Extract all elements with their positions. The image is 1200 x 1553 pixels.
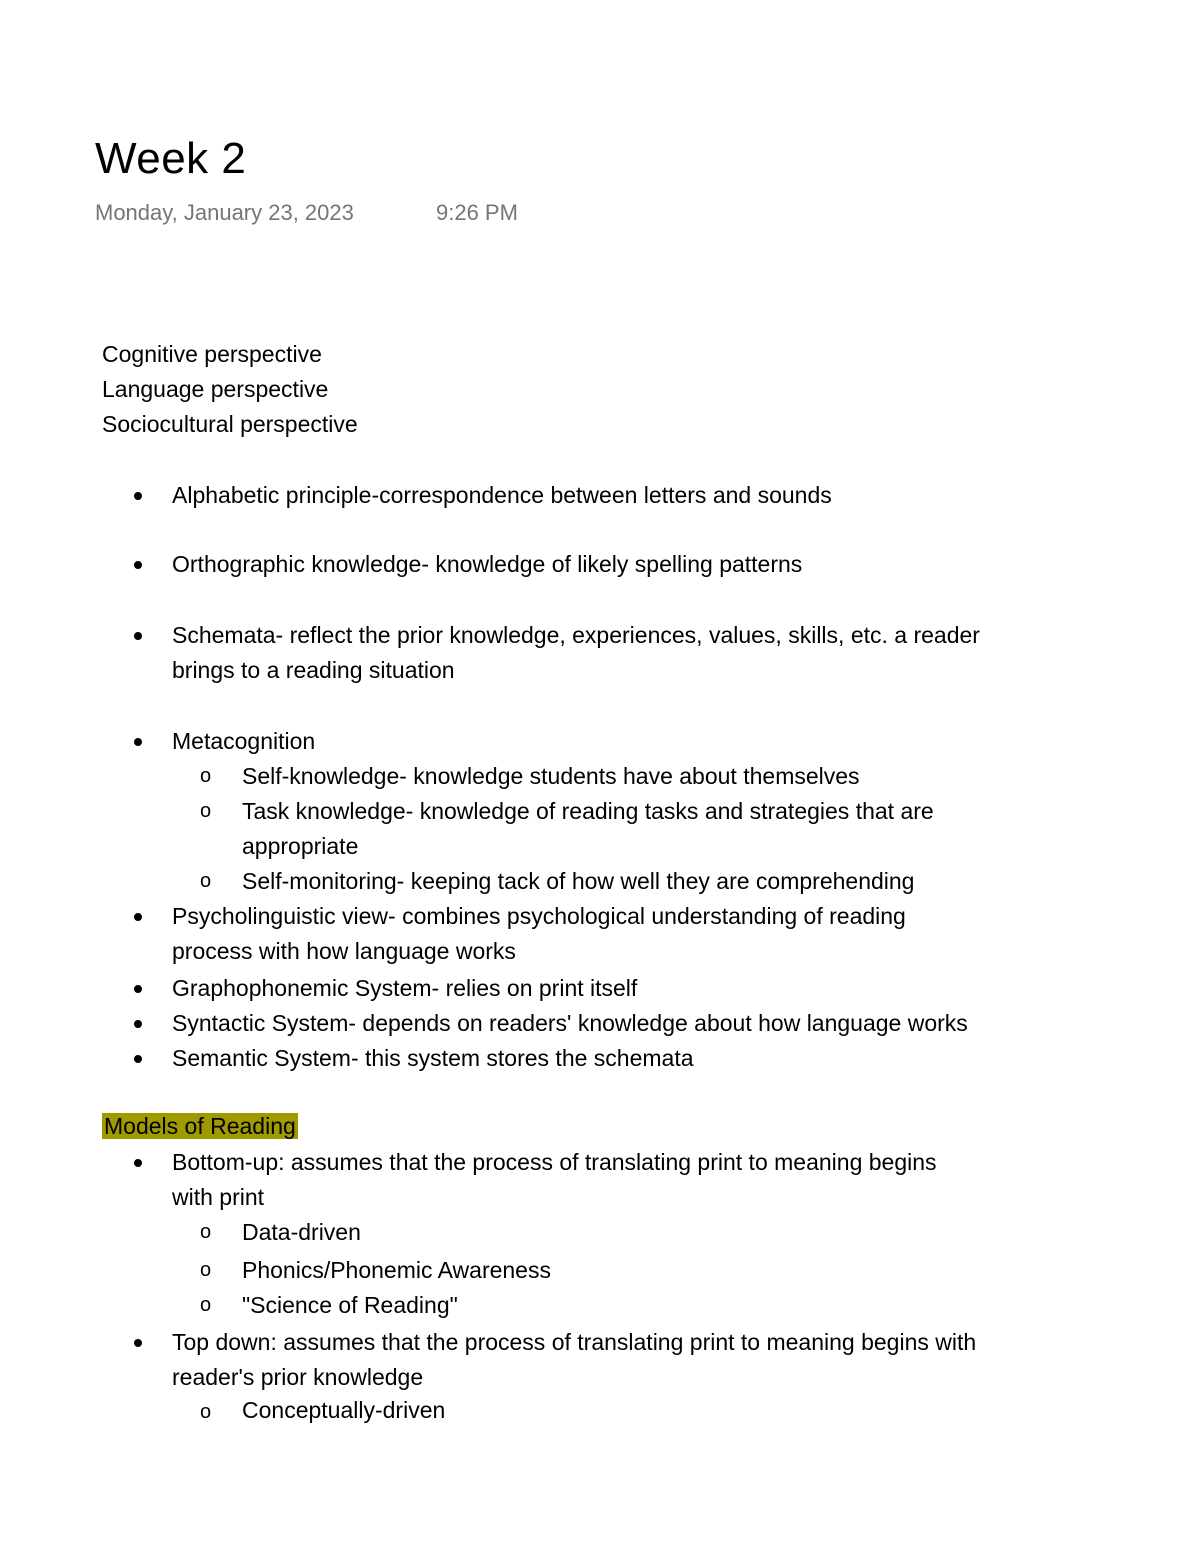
list-item: Bottom-up: assumes that the process of translating print to meaning begins [172,1149,937,1175]
sub-list-item: Conceptually-driven [242,1397,446,1423]
note-meta [95,199,518,227]
list-item: Psycholinguistic view- combines psychological understanding of reading [172,903,906,929]
sub-bullet: o [200,870,212,892]
bullet-dot [134,492,142,500]
sub-list-item-continuation: appropriate [242,833,359,859]
bullet-dot [134,913,142,921]
sub-bullet: o [200,800,212,822]
sub-bullet: o [200,1259,212,1281]
sub-list-item: Self-monitoring- keeping tack of how well they are comprehending [242,868,915,894]
page-title: Week 2 [95,134,247,183]
bullet-dot [134,1055,142,1063]
bullet-dot [134,1020,142,1028]
list-item: Orthographic knowledge- knowledge of likely spelling patterns [172,551,803,577]
bullet-dot [134,1159,142,1167]
note-date: Monday, January 23, 2023 [95,200,354,225]
perspective-line: Cognitive perspective [102,341,322,367]
bullet-dot [134,738,142,746]
note-time: 9:26 PM [436,200,518,225]
sub-list-item: Phonics/Phonemic Awareness [242,1257,551,1283]
list-item-continuation: process with how language works [172,938,516,964]
list-item-continuation: reader's prior knowledge [172,1364,424,1390]
highlighted-heading: Models of Reading [104,1113,296,1139]
sub-bullet: o [200,1294,212,1316]
sub-list-item: Task knowledge- knowledge of reading tasks and strategies that are [242,798,934,824]
bullet-dot [134,985,142,993]
list-item: Top down: assumes that the process of translating print to meaning begins with [172,1329,977,1355]
list-item-continuation: brings to a reading situation [172,657,455,683]
list-item: Graphophonemic System- relies on print itself [172,975,638,1001]
list-item-continuation: with print [172,1184,265,1210]
sub-list-item: Data-driven [242,1219,361,1245]
sub-bullet: o [200,765,212,787]
section-heading [102,1109,298,1144]
bullet-dot [134,632,142,640]
list-item: Alphabetic principle-correspondence between letters and sounds [172,482,832,508]
perspective-line: Language perspective [102,376,329,402]
sub-list-item: "Science of Reading" [242,1292,458,1318]
sub-list-item: Self-knowledge- knowledge students have about themselves [242,763,860,789]
list-item: Syntactic System- depends on readers' knowledge about how language works [172,1010,968,1036]
bullet-dot [134,561,142,569]
bullet-dot [134,1339,142,1347]
sub-bullet: o [200,1221,212,1243]
list-item: Schemata- reflect the prior knowledge, experiences, values, skills, etc. a reader [172,622,980,648]
sub-bullet: o [200,1401,212,1423]
list-item: Metacognition [172,728,316,754]
perspective-line: Sociocultural perspective [102,411,358,437]
list-item: Semantic System- this system stores the schemata [172,1045,694,1071]
